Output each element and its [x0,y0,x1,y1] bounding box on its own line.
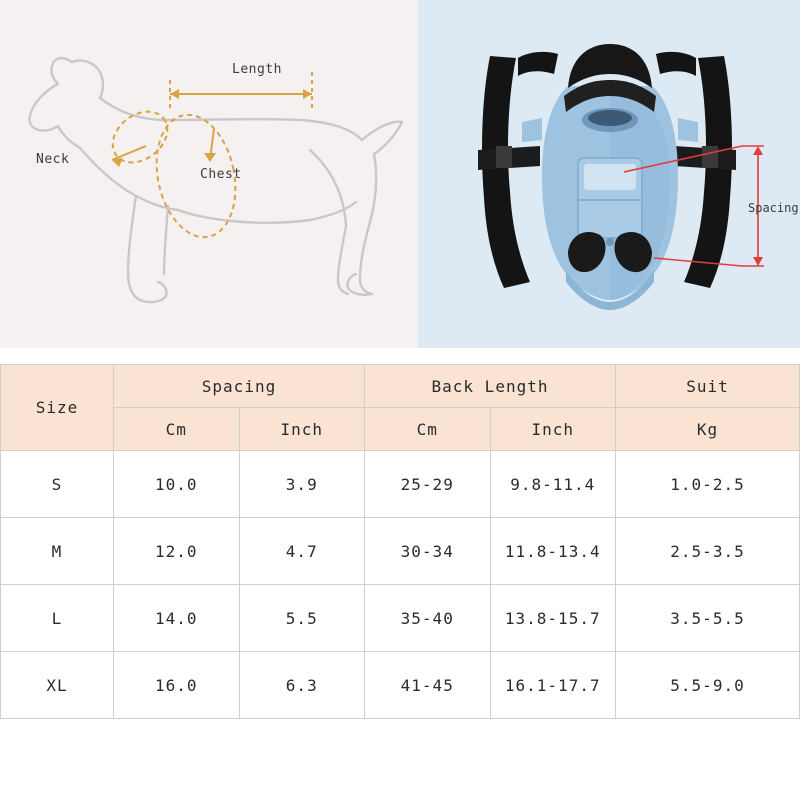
cell-back-cm: 25-29 [365,451,491,518]
cell-spacing-inch: 5.5 [239,585,365,652]
table-row [1,652,800,719]
cell-back-cm: 41-45 [365,652,491,719]
cell-back-inch: 9.8-11.4 [490,451,616,518]
cell-size: M [1,518,114,585]
cell-suit-kg: 5.5-9.0 [616,652,800,719]
cell-spacing-inch: 3.9 [239,451,365,518]
header-group-back-length: Back Length [365,365,616,408]
cell-spacing-inch: 6.3 [239,652,365,719]
cell-suit-kg: 1.0-2.5 [616,451,800,518]
cell-spacing-cm: 16.0 [114,652,240,719]
header-back-inch: Inch [490,408,616,451]
table-header-row-1 [1,365,800,408]
cell-back-inch: 13.8-15.7 [490,585,616,652]
cell-suit-kg: 3.5-5.5 [616,585,800,652]
table-row [1,518,800,585]
header-spacing-cm: Cm [114,408,240,451]
carrier-illustration-svg [418,0,800,348]
header-spacing-inch: Inch [239,408,365,451]
label-neck: Neck [36,152,70,167]
header-group-spacing: Spacing [114,365,365,408]
cell-back-cm: 30-34 [365,518,491,585]
dog-diagram-panel [0,0,418,348]
header-back-cm: Cm [365,408,491,451]
illustration-row [0,0,800,348]
cell-spacing-cm: 10.0 [114,451,240,518]
header-suit-kg: Kg [616,408,800,451]
size-table-wrap [0,364,800,719]
cell-spacing-cm: 12.0 [114,518,240,585]
label-length: Length [232,62,282,77]
table-header-row-2 [1,408,800,451]
header-size: Size [1,365,114,451]
label-spacing: Spacing [748,201,799,215]
size-table [0,364,800,719]
cell-suit-kg: 2.5-3.5 [616,518,800,585]
cell-back-cm: 35-40 [365,585,491,652]
table-row [1,451,800,518]
cell-spacing-cm: 14.0 [114,585,240,652]
cell-size: L [1,585,114,652]
label-chest: Chest [200,167,242,182]
cell-back-inch: 16.1-17.7 [490,652,616,719]
cell-size: XL [1,652,114,719]
header-group-suit: Suit [616,365,800,408]
cell-size: S [1,451,114,518]
cell-back-inch: 11.8-13.4 [490,518,616,585]
carrier-photo-panel [418,0,800,348]
table-row [1,585,800,652]
cell-spacing-inch: 4.7 [239,518,365,585]
